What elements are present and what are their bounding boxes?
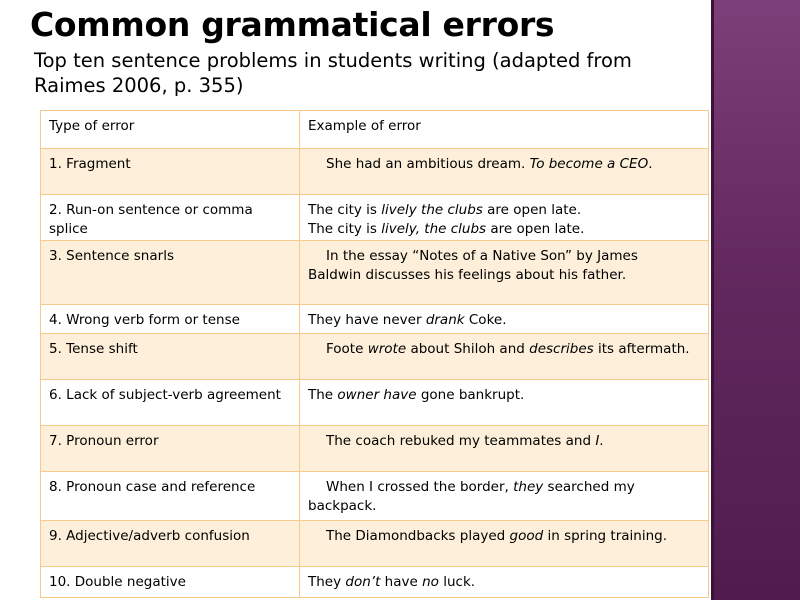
- table-row: [41, 305, 709, 334]
- error-type-cell: 8. Pronoun case and reference: [41, 472, 300, 521]
- example-italic-segment: I: [595, 433, 600, 449]
- example-segment: Coke.: [464, 312, 507, 328]
- example-italic-segment: describes: [529, 341, 594, 357]
- example-cell: [300, 241, 709, 305]
- table-row: [41, 334, 709, 380]
- table-row: [41, 195, 709, 241]
- example-segment: searched my: [543, 479, 635, 495]
- example-line-2: [308, 497, 700, 516]
- example-segment: The city is: [308, 202, 382, 218]
- example-text: [308, 387, 524, 403]
- example-cell: [300, 195, 709, 241]
- decorative-side-panel: [711, 0, 800, 600]
- example-segment: its aftermath.: [593, 341, 690, 357]
- example-text: [326, 528, 667, 544]
- error-type-cell: 6. Lack of subject-verb agreement: [41, 380, 300, 426]
- header-type-of-error: Type of error: [41, 111, 300, 149]
- example-text: [308, 574, 475, 590]
- header-example-of-error: Example of error: [300, 111, 709, 149]
- example-italic-segment: no: [422, 574, 439, 590]
- example-segment: Foote: [326, 341, 368, 357]
- error-type-cell: 3. Sentence snarls: [41, 241, 300, 305]
- error-type-cell: 5. Tense shift: [41, 334, 300, 380]
- example-italic-segment: don’t: [345, 574, 381, 590]
- example-text: [308, 312, 507, 328]
- example-line-1: [326, 479, 635, 495]
- example-cell: [300, 567, 709, 598]
- example-segment: backpack.: [308, 497, 377, 514]
- error-type-cell: 9. Adjective/adverb confusion: [41, 521, 300, 567]
- example-cell: [300, 380, 709, 426]
- example-cell: [300, 334, 709, 380]
- example-italic-segment: lively, the clubs: [381, 220, 487, 237]
- error-type-cell: 10. Double negative: [41, 567, 300, 598]
- example-segment: The: [308, 387, 338, 403]
- example-segment: gone bankrupt.: [416, 387, 525, 403]
- table-row: [41, 521, 709, 567]
- example-segment: have: [380, 574, 423, 590]
- example-text: [326, 156, 653, 172]
- example-italic-segment: drank: [425, 312, 465, 328]
- example-segment: luck.: [438, 574, 476, 590]
- table-row: [41, 241, 709, 305]
- example-text: [326, 433, 604, 449]
- example-line-1: [308, 202, 581, 218]
- example-segment: about Shiloh and: [406, 341, 530, 357]
- example-cell: [300, 472, 709, 521]
- example-italic-segment: owner have: [337, 387, 417, 403]
- table-row: [41, 380, 709, 426]
- example-segment: .: [599, 433, 604, 449]
- example-segment: are open late.: [482, 202, 582, 218]
- example-segment: She had an ambitious dream.: [326, 156, 530, 172]
- example-segment: The city is: [308, 220, 382, 237]
- table-header-row: [41, 111, 709, 149]
- example-segment: The Diamondbacks played: [326, 528, 510, 544]
- example-segment: are open late.: [486, 220, 585, 237]
- example-italic-segment: lively the clubs: [381, 202, 483, 218]
- example-italic-segment: To become a CEO: [529, 156, 649, 172]
- slide-title: Common grammatical errors: [30, 5, 555, 44]
- example-line-2: [308, 266, 700, 285]
- example-segment: When I crossed the border,: [326, 479, 514, 495]
- example-cell: [300, 521, 709, 567]
- errors-table: [40, 110, 709, 598]
- table-row: [41, 567, 709, 598]
- example-cell: [300, 426, 709, 472]
- example-segment: .: [648, 156, 653, 172]
- example-line-1: [326, 248, 638, 264]
- example-segment: In the essay “Notes of a Native Son” by James: [326, 248, 638, 264]
- example-cell: [300, 305, 709, 334]
- error-type-cell: 2. Run-on sentence or comma splice: [41, 195, 300, 241]
- example-segment: The coach rebuked my teammates and: [326, 433, 596, 449]
- example-text: [326, 341, 690, 357]
- error-type-cell: 7. Pronoun error: [41, 426, 300, 472]
- example-segment: They have never: [308, 312, 426, 328]
- example-cell: [300, 149, 709, 195]
- example-segment: Baldwin discusses his feelings about his father.: [308, 266, 627, 283]
- table-row: [41, 472, 709, 521]
- example-italic-segment: good: [509, 528, 544, 544]
- error-type-cell: 4. Wrong verb form or tense: [41, 305, 300, 334]
- error-type-cell: 1. Fragment: [41, 149, 300, 195]
- example-line-2: [308, 221, 584, 237]
- example-italic-segment: they: [513, 479, 544, 495]
- table-row: [41, 426, 709, 472]
- slide-subtitle: Top ten sentence problems in students writing (adapted from Raimes 2006, p. 355): [34, 49, 632, 97]
- table-row: [41, 149, 709, 195]
- example-italic-segment: wrote: [367, 341, 407, 357]
- example-segment: in spring training.: [543, 528, 667, 544]
- example-segment: They: [308, 574, 346, 590]
